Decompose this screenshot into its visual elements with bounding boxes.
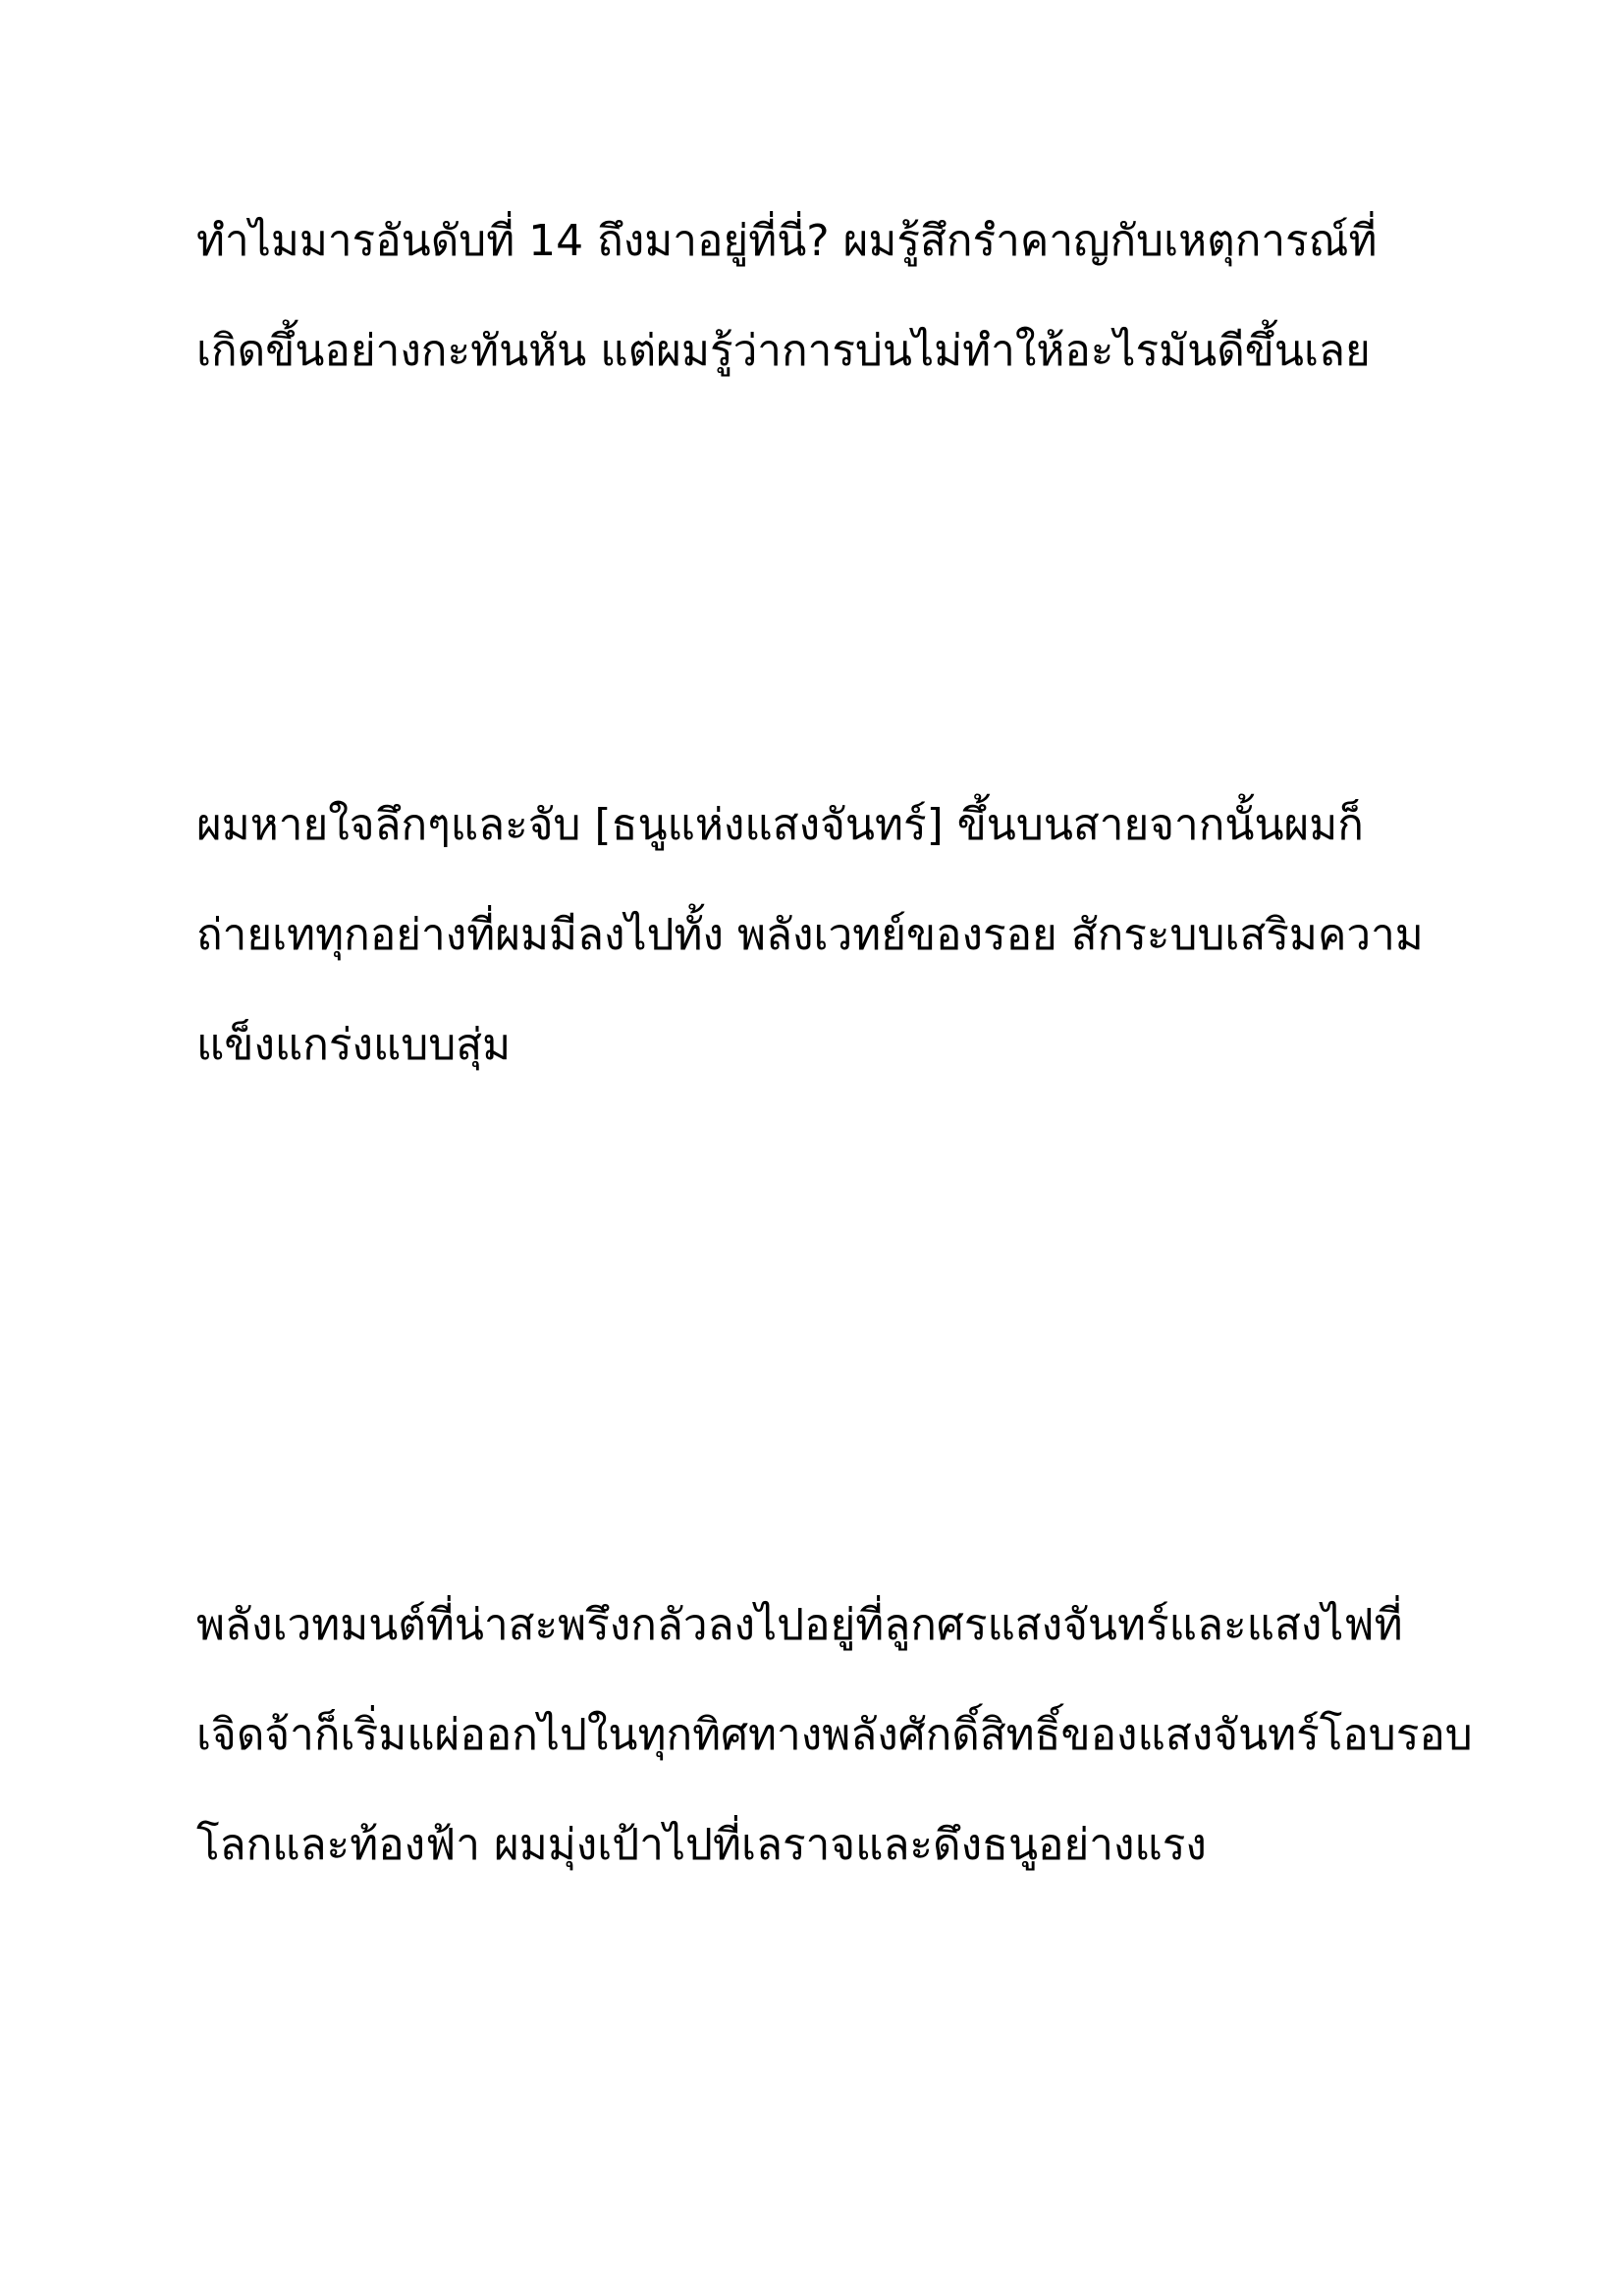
- paragraph-1: [196, 187, 1473, 406]
- paragraph-line: ทำไมมารอันดับที่ 14 ถึงมาอยู่ที่นี่? ผมรู้สึกรำคาญกับเหตุการณ์ที่: [196, 216, 1378, 266]
- paragraph-3: [196, 1571, 1473, 1900]
- paragraph-2: [196, 771, 1473, 1100]
- paragraph-line: โลกและท้องฟ้า ผมมุ่งเป้าไปที่เลราจและดึงธนูอย่างแรง: [196, 1820, 1207, 1870]
- paragraph-line: แข็งแกร่งแบบสุ่ม: [196, 1020, 512, 1070]
- paragraph-line: พลังเวทมนต์ที่น่าสะพรึงกลัวลงไปอยู่ที่ลูกศรแสงจันทร์และแสงไฟที่: [196, 1600, 1403, 1650]
- paragraph-line: เกิดขึ้นอย่างกะทันหัน แต่ผมรู้ว่าการบ่นไม่ทำให้อะไรมันดีขึ้นเลย: [196, 326, 1371, 376]
- paragraph-line: ถ่ายเททุกอย่างที่ผมมีลงไปทั้ง พลังเวทย์ของรอย สักระบบเสริมความ: [196, 910, 1424, 960]
- paragraph-line: ผมหายใจลึกๆและจับ [ธนูแห่งแสงจันทร์] ขึ้นบนสายจากนั้นผมก็: [196, 800, 1364, 850]
- paragraph-line: เจิดจ้าก็เริ่มแผ่ออกไปในทุกทิศทางพลังศักดิ์สิทธิ์ของแสงจันทร์โอบรอบ: [196, 1710, 1473, 1760]
